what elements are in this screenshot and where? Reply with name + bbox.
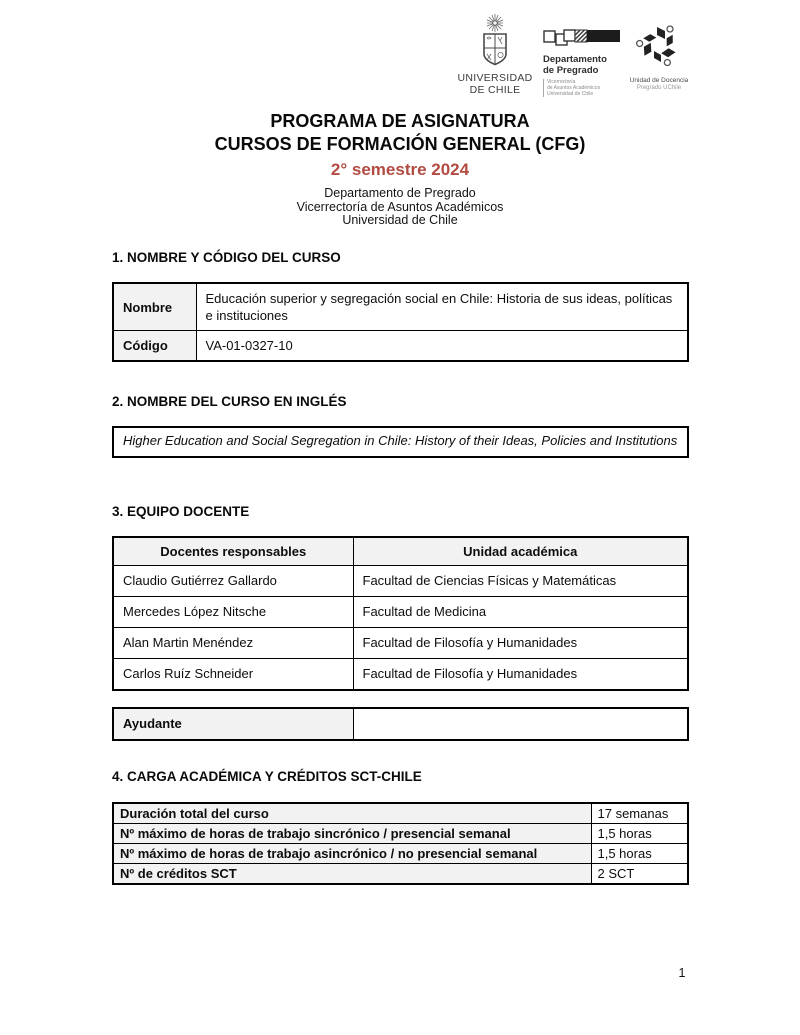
pregrado-sub-line3: Universidad de Chile [547,91,594,97]
docente-unit: Facultad de Ciencias Físicas y Matemáticas [353,566,688,597]
docencia-logo-line1: Unidad de Docencia [629,77,689,84]
section1-heading: 1. NOMBRE Y CÓDIGO DEL CURSO [112,250,341,265]
header-logos [450,14,692,97]
table-row [113,803,688,824]
docente-name: Carlos Ruíz Schneider [113,659,353,691]
table-row [113,628,688,659]
pregrado-sub-line1: Vicerrectoría [547,79,576,85]
table-header-row [113,537,688,566]
pregrado-title-line2: de Pregrado [543,64,599,76]
load-value: 17 semanas [591,803,688,824]
english-course-name-box: Higher Education and Social Segregation in Chile: History of their Ideas, Policies and Institutions [112,426,689,458]
docencia-logo [626,14,692,92]
pregrado-title-line1: Departamento [543,54,607,65]
docencia-logo-icon [634,20,684,70]
document-title-line2: CURSOS DE FORMACIÓN GENERAL (CFG) [214,134,586,154]
docencia-logo-line2: Pregrado UChile [636,85,682,91]
docente-unit: Facultad de Filosofía y Humanidades [353,628,688,659]
course-name-label: Nombre [113,283,196,331]
load-label: Nº de créditos SCT [113,864,591,885]
load-value: 1,5 horas [591,824,688,844]
table-row [113,566,688,597]
academic-load-table [112,802,689,885]
assistant-label: Ayudante [113,708,353,740]
docente-name: Mercedes López Nitsche [113,597,353,628]
course-name-code-table [112,282,689,362]
pregrado-logo-subtext [543,79,623,97]
column-header-unidad: Unidad académica [353,537,688,566]
subtitle-line2: Vicerrectoría de Asuntos Académicos [296,199,504,214]
course-code-value: VA-01-0327-10 [196,331,688,362]
table-row [113,824,688,844]
load-label: Nº máximo de horas de trabajo sincrónico / presencial semanal [113,824,591,844]
assistant-value [353,708,688,740]
load-label: Duración total del curso [113,803,591,824]
column-header-docentes: Docentes responsables [113,537,353,566]
section3-heading: 3. EQUIPO DOCENTE [112,504,250,519]
uchile-logo-line2: DE CHILE [469,84,521,96]
uchile-logo-line1: UNIVERSIDAD [457,72,533,84]
subtitle-line1: Departamento de Pregrado [324,186,476,200]
table-row [113,597,688,628]
uchile-logo [450,14,540,96]
title-block [0,110,800,228]
table-row [113,708,688,740]
subtitle-group [0,187,800,228]
teaching-team-table [112,536,689,691]
docente-name: Claudio Gutiérrez Gallardo [113,566,353,597]
pregrado-logo-icon [543,28,621,47]
document-title-line1: PROGRAMA DE ASIGNATURA [270,111,530,131]
pregrado-logo [543,14,623,97]
docente-unit: Facultad de Medicina [353,597,688,628]
docente-name: Alan Martin Menéndez [113,628,353,659]
docente-unit: Facultad de Filosofía y Humanidades [353,659,688,691]
pregrado-sub-line2: de Asuntos Académicos [547,85,601,91]
course-name-value: Educación superior y segregación social en Chile: Historia de sus ideas, políticas e instituciones [196,283,688,331]
table-row [113,283,688,331]
table-row [113,659,688,691]
load-value: 2 SCT [591,864,688,885]
table-row [113,864,688,885]
semester-label: 2° semestre 2024 [330,160,470,179]
subtitle-line3: Universidad de Chile [342,213,458,227]
section2-heading: 2. NOMBRE DEL CURSO EN INGLÉS [112,394,347,409]
load-label: Nº máximo de horas de trabajo asincrónico / no presencial semanal [113,844,591,864]
section4-heading: 4. CARGA ACADÉMICA Y CRÉDITOS SCT-CHILE [112,769,422,784]
assistant-table [112,707,689,741]
table-row [113,331,688,362]
table-row [113,844,688,864]
uchile-logo-text [450,72,540,96]
course-code-label: Código [113,331,196,362]
pregrado-logo-title [543,55,623,76]
uchile-crest-icon [467,14,523,66]
page-number: 1 [678,966,686,980]
load-value: 1,5 horas [591,844,688,864]
